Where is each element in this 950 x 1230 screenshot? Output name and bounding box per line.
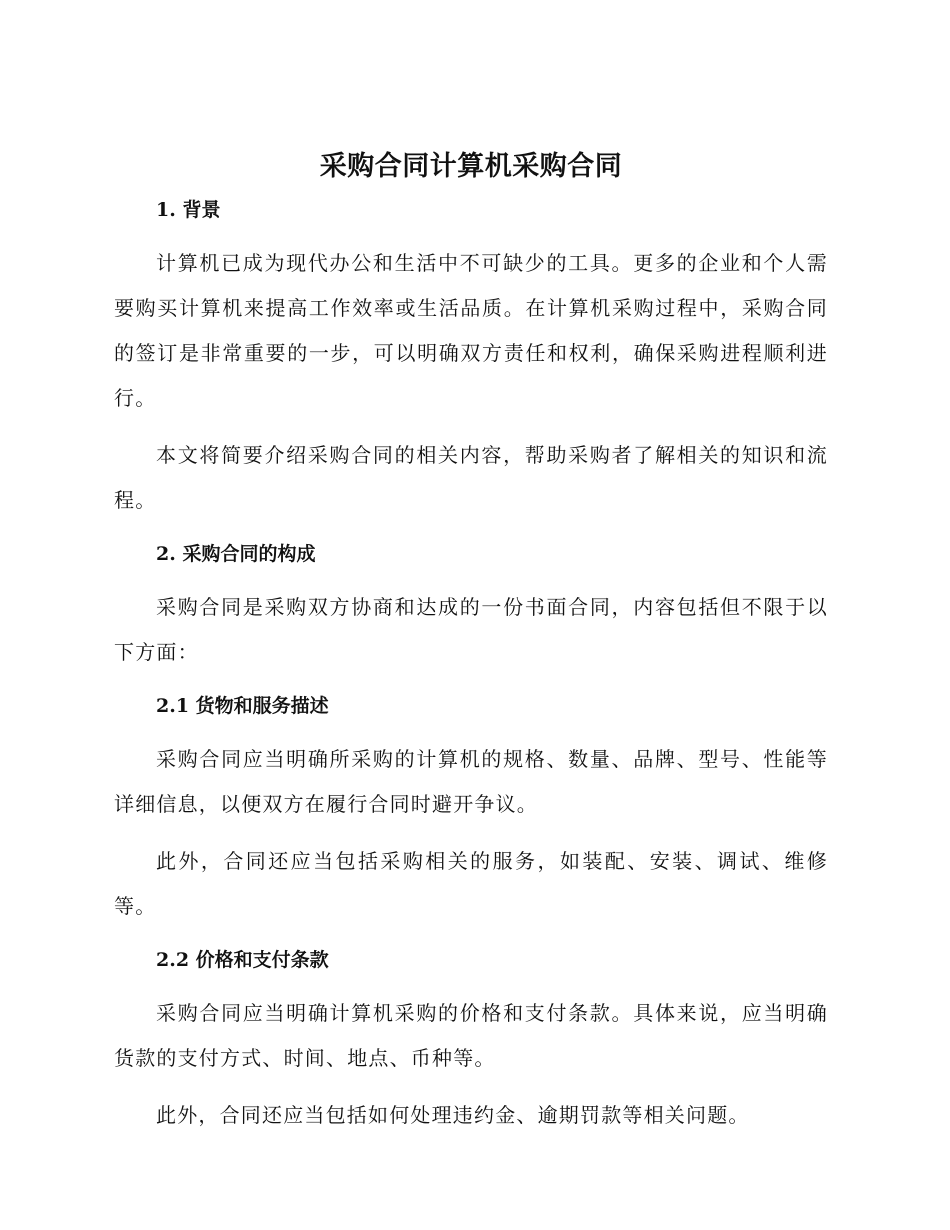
- section-heading-background: 1. 背景: [156, 199, 221, 221]
- section-goods-services: [114, 691, 828, 929]
- section-background: [114, 195, 828, 523]
- paragraph: 采购合同是采购双方协商和达成的一份书面合同，内容包括但不限于以下方面：: [114, 595, 828, 664]
- paragraph: 采购合同应当明确计算机采购的价格和支付条款。具体来说，应当明确货款的支付方式、时间、地点、币种等。: [114, 1001, 828, 1070]
- section-heading-goods-services: 2.1 货物和服务描述: [156, 695, 329, 717]
- paragraph: 采购合同应当明确所采购的计算机的规格、数量、品牌、型号、性能等详细信息，以便双方在履行合同时避开争议。: [114, 747, 828, 816]
- paragraph: 此外，合同还应当包括如何处理违约金、逾期罚款等相关问题。: [156, 1103, 750, 1127]
- section-price-payment: [114, 945, 828, 1138]
- document-title: 采购合同计算机采购合同: [319, 151, 623, 182]
- section-heading-composition: 2. 采购合同的构成: [156, 543, 316, 565]
- paragraph: 本文将简要介绍采购合同的相关内容，帮助采购者了解相关的知识和流程。: [114, 443, 828, 512]
- paragraph: 计算机已成为现代办公和生活中不可缺少的工具。更多的企业和个人需要购买计算机来提高工作效率或生活品质。在计算机采购过程中，采购合同的签订是非常重要的一步，可以明确双方责任和权利，确保采购进程顺利进行。: [114, 251, 828, 410]
- section-heading-price-payment: 2.2 价格和支付条款: [156, 949, 329, 971]
- section-composition: [114, 539, 828, 675]
- paragraph: 此外，合同还应当包括采购相关的服务，如装配、安装、调试、维修等。: [114, 849, 828, 918]
